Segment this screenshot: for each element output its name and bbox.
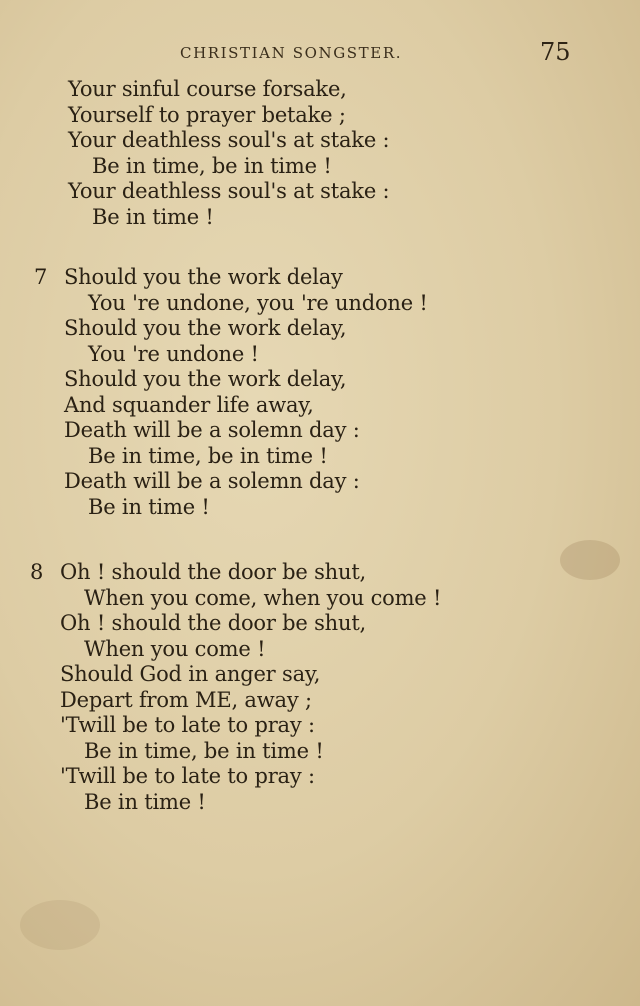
refrain-line: You 're undone ! bbox=[88, 341, 259, 366]
verse-line: Depart from ME, away ; bbox=[60, 687, 312, 712]
verse-number: 8 bbox=[30, 560, 44, 584]
verse-line: Death will be a solemn day : bbox=[64, 418, 360, 442]
refrain-line: Be in time ! bbox=[84, 789, 206, 814]
refrain-line: Be in time ! bbox=[92, 204, 214, 229]
verse-line: Yourself to prayer betake ; bbox=[68, 102, 346, 127]
verse-line: Oh ! should the door be shut, bbox=[60, 611, 367, 635]
refrain-line: Be in time, be in time ! bbox=[84, 738, 324, 763]
verse-line: 'Twill be to late to pray : bbox=[60, 713, 315, 737]
page-number: 75 bbox=[540, 38, 571, 66]
refrain-line: Be in time, be in time ! bbox=[92, 153, 332, 178]
refrain-line: Be in time, be in time ! bbox=[88, 443, 328, 468]
verse-line: And squander life away, bbox=[64, 392, 314, 417]
verse-line: 'Twill be to late to pray : bbox=[60, 764, 315, 788]
refrain-line: When you come ! bbox=[84, 636, 266, 661]
stanza-6-continued bbox=[68, 77, 389, 230]
verse-line: Should you the work delay, bbox=[64, 367, 347, 391]
verse-line: Your deathless soul's at stake : bbox=[68, 128, 390, 152]
verse-line: Oh ! should the door be shut, bbox=[60, 560, 367, 584]
paper-stain bbox=[560, 540, 620, 580]
verse-number: 7 bbox=[34, 265, 48, 289]
stanza-8 bbox=[30, 560, 442, 815]
paper-stain bbox=[20, 900, 100, 950]
verse-line: Should you the work delay, bbox=[64, 316, 347, 340]
refrain-line: You 're undone, you 're undone ! bbox=[88, 290, 428, 315]
verse-line: Death will be a solemn day : bbox=[64, 469, 360, 493]
verse-line: Should God in anger say, bbox=[60, 662, 321, 686]
stanza-7 bbox=[34, 265, 428, 520]
verse-line: Should you the work delay bbox=[64, 265, 343, 289]
refrain-line: When you come, when you come ! bbox=[84, 585, 442, 610]
refrain-line: Be in time ! bbox=[88, 494, 210, 519]
verse-line: Your sinful course forsake, bbox=[68, 77, 347, 101]
running-title: CHRISTIAN SONGSTER. bbox=[180, 44, 403, 62]
verse-line: Your deathless soul's at stake : bbox=[68, 179, 390, 203]
